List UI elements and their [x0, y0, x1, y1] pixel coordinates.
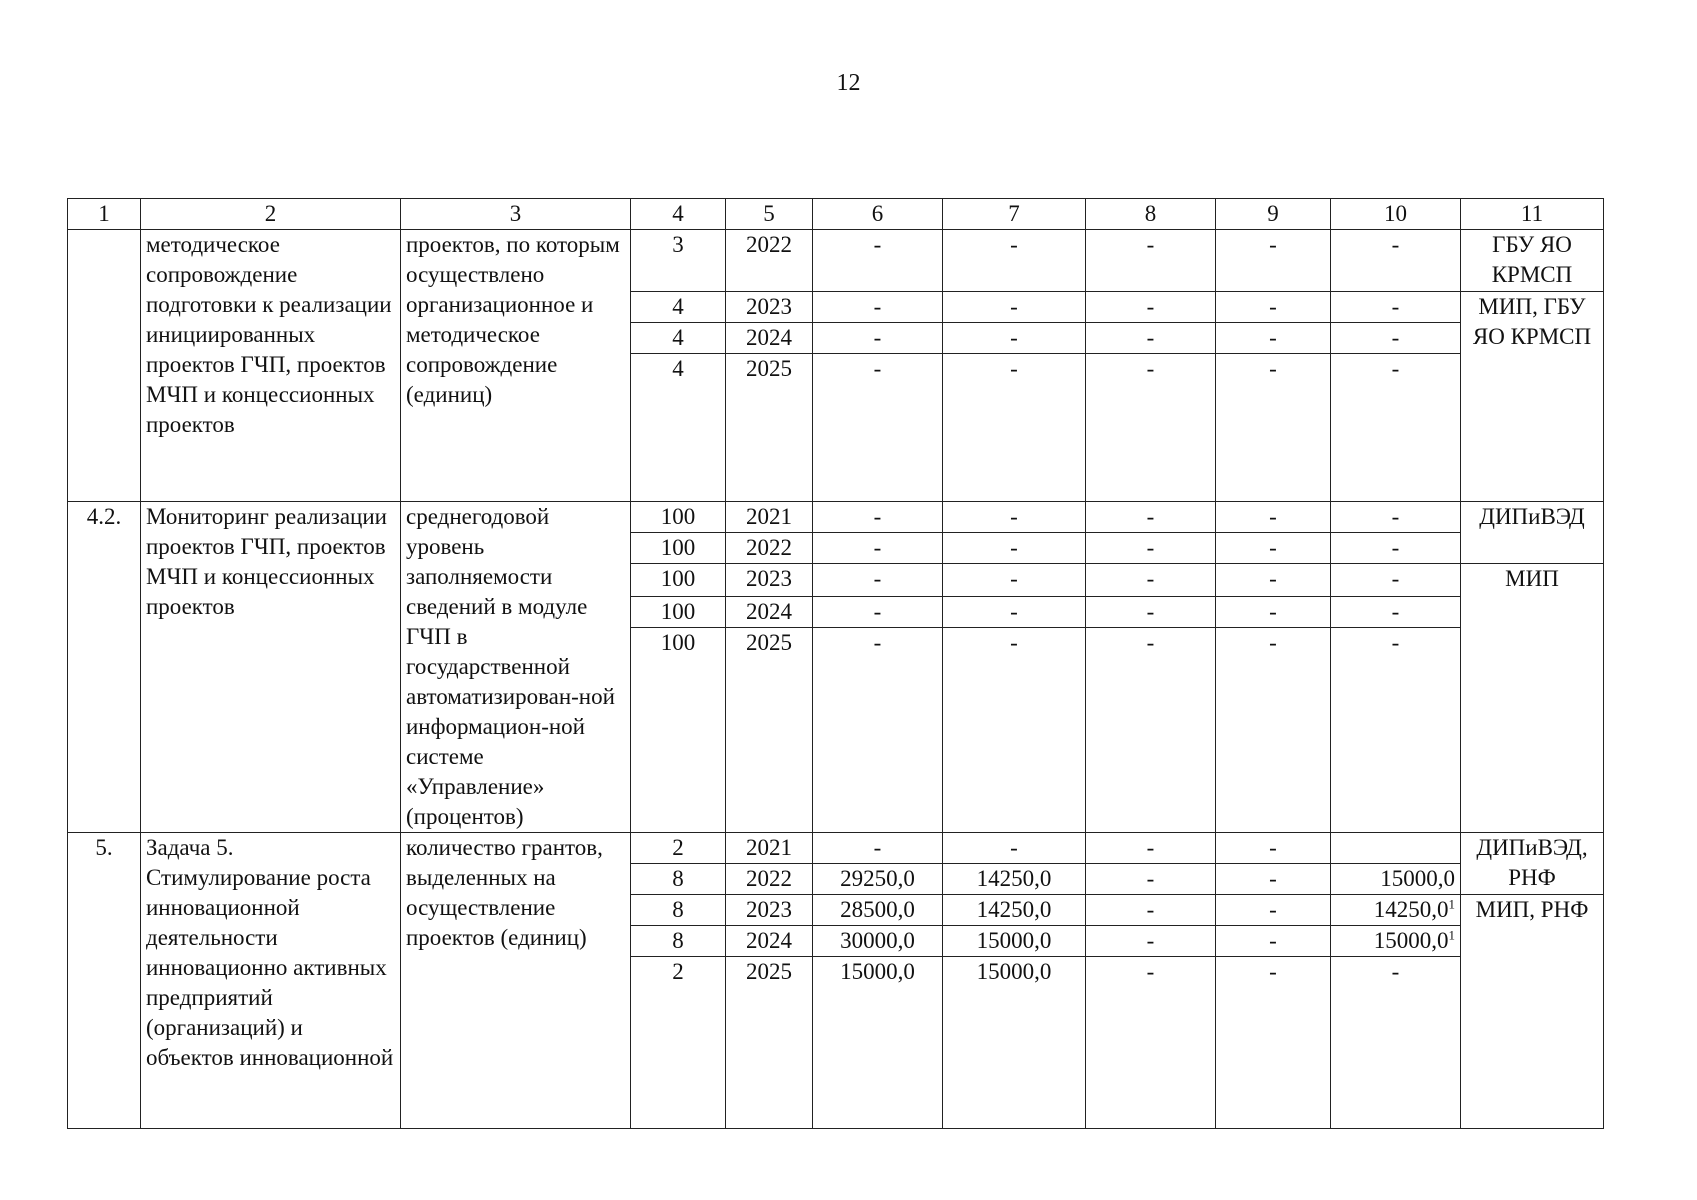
- measure-name: Задача 5. Стимулирование роста инновационной деятельности инновационно активных предприятий (организаций) и объектов инновационной: [141, 833, 401, 1129]
- indicator-value: 2: [631, 833, 726, 864]
- finance-total: -: [813, 564, 943, 597]
- header-cell: 4: [631, 199, 726, 230]
- indicator-value: 3: [631, 230, 726, 292]
- executor: МИП, ГБУ ЯО КРМСП: [1461, 292, 1604, 502]
- finance-federal: -: [1216, 564, 1331, 597]
- finance-regional: -: [943, 533, 1086, 564]
- table-row: [68, 230, 1604, 292]
- finance-other: [1331, 864, 1461, 895]
- finance-other-value: 15000,0: [1373, 928, 1449, 953]
- finance-federal: -: [1216, 292, 1331, 323]
- finance-municipal: -: [1086, 354, 1216, 502]
- finance-regional: -: [943, 323, 1086, 354]
- finance-federal: -: [1216, 502, 1331, 533]
- finance-federal: -: [1216, 926, 1331, 957]
- finance-federal: -: [1216, 628, 1331, 833]
- header-cell: 11: [1461, 199, 1604, 230]
- finance-total: -: [813, 323, 943, 354]
- finance-other: -: [1331, 597, 1461, 628]
- measure-name: методическое сопровождение подготовки к реализации инициированных проектов ГЧП, проектов МЧП и концессионных проектов: [141, 230, 401, 502]
- finance-other: [1331, 833, 1461, 864]
- indicator-value: 4: [631, 292, 726, 323]
- finance-federal: -: [1216, 323, 1331, 354]
- finance-other: [1331, 895, 1461, 926]
- finance-total: -: [813, 833, 943, 864]
- finance-regional: -: [943, 354, 1086, 502]
- finance-municipal: -: [1086, 833, 1216, 864]
- executor: ГБУ ЯО КРМСП: [1461, 230, 1604, 292]
- finance-total: 29250,0: [813, 864, 943, 895]
- finance-total: -: [813, 354, 943, 502]
- finance-federal: -: [1216, 895, 1331, 926]
- indicator-name: количество грантов, выделенных на осуществление проектов (единиц): [401, 833, 631, 1129]
- indicator-value: 2: [631, 957, 726, 1129]
- finance-regional: -: [943, 833, 1086, 864]
- finance-other: -: [1331, 564, 1461, 597]
- year-cell: 2024: [726, 926, 813, 957]
- item-number: [68, 230, 141, 502]
- finance-municipal: -: [1086, 502, 1216, 533]
- finance-federal: -: [1216, 230, 1331, 292]
- indicator-value: 100: [631, 628, 726, 833]
- finance-municipal: -: [1086, 957, 1216, 1129]
- year-cell: 2022: [726, 230, 813, 292]
- item-number: 5.: [68, 833, 141, 1129]
- finance-municipal: -: [1086, 864, 1216, 895]
- finance-regional: -: [943, 564, 1086, 597]
- finance-federal: -: [1216, 597, 1331, 628]
- finance-regional: -: [943, 502, 1086, 533]
- finance-other: -: [1331, 230, 1461, 292]
- executor: ДИПиВЭД: [1461, 502, 1604, 564]
- indicator-value: 8: [631, 864, 726, 895]
- finance-municipal: -: [1086, 323, 1216, 354]
- finance-other-value: 15000,0: [1380, 866, 1455, 891]
- finance-municipal: -: [1086, 533, 1216, 564]
- finance-other: -: [1331, 292, 1461, 323]
- indicator-value: 100: [631, 502, 726, 533]
- year-cell: 2024: [726, 597, 813, 628]
- header-cell: 9: [1216, 199, 1331, 230]
- finance-total: -: [813, 628, 943, 833]
- finance-regional: -: [943, 292, 1086, 323]
- year-cell: 2025: [726, 628, 813, 833]
- year-cell: 2021: [726, 833, 813, 864]
- indicator-value: 4: [631, 354, 726, 502]
- finance-regional: 15000,0: [943, 957, 1086, 1129]
- indicator-value: 100: [631, 533, 726, 564]
- header-cell: 10: [1331, 199, 1461, 230]
- finance-municipal: -: [1086, 564, 1216, 597]
- finance-federal: -: [1216, 354, 1331, 502]
- item-number: 4.2.: [68, 502, 141, 833]
- year-cell: 2024: [726, 323, 813, 354]
- table-row: [68, 502, 1604, 533]
- finance-other: -: [1331, 533, 1461, 564]
- finance-federal: -: [1216, 533, 1331, 564]
- finance-total: -: [813, 533, 943, 564]
- executor: МИП, РНФ: [1461, 895, 1604, 1129]
- column-number-row: [68, 199, 1604, 230]
- finance-total: -: [813, 597, 943, 628]
- footnote-marker: 1: [1448, 927, 1455, 943]
- executor: ДИПиВЭД, РНФ: [1461, 833, 1604, 895]
- year-cell: 2023: [726, 895, 813, 926]
- indicator-name: проектов, по которым осуществлено организационное и методическое сопровождение (единиц): [401, 230, 631, 502]
- finance-municipal: -: [1086, 597, 1216, 628]
- finance-regional: -: [943, 628, 1086, 833]
- finance-municipal: -: [1086, 926, 1216, 957]
- finance-total: 28500,0: [813, 895, 943, 926]
- indicator-value: 4: [631, 323, 726, 354]
- finance-regional: 14250,0: [943, 864, 1086, 895]
- finance-regional: -: [943, 230, 1086, 292]
- finance-other: -: [1331, 502, 1461, 533]
- indicator-value: 100: [631, 564, 726, 597]
- header-cell: 3: [401, 199, 631, 230]
- finance-municipal: -: [1086, 895, 1216, 926]
- indicator-value: 8: [631, 895, 726, 926]
- finance-municipal: -: [1086, 628, 1216, 833]
- finance-total: -: [813, 230, 943, 292]
- measure-name: Мониторинг реализации проектов ГЧП, проектов МЧП и концессионных проектов: [141, 502, 401, 833]
- finance-other: -: [1331, 628, 1461, 833]
- finance-other: [1331, 926, 1461, 957]
- year-cell: 2023: [726, 292, 813, 323]
- finance-other: -: [1331, 323, 1461, 354]
- finance-federal: -: [1216, 833, 1331, 864]
- finance-regional: -: [943, 597, 1086, 628]
- indicator-value: 8: [631, 926, 726, 957]
- header-cell: 6: [813, 199, 943, 230]
- header-cell: 1: [68, 199, 141, 230]
- indicator-name: среднегодовой уровень заполняемости сведений в модуле ГЧП в государственной автоматизирован-ной информацион-ной системе «Управление» (процентов): [401, 502, 631, 833]
- finance-other: -: [1331, 354, 1461, 502]
- finance-total: 30000,0: [813, 926, 943, 957]
- finance-total: -: [813, 502, 943, 533]
- finance-federal: -: [1216, 864, 1331, 895]
- finance-federal: -: [1216, 957, 1331, 1129]
- finance-regional: 15000,0: [943, 926, 1086, 957]
- measures-table: [67, 198, 1604, 1129]
- finance-total: -: [813, 292, 943, 323]
- table-row: [68, 833, 1604, 864]
- page-number: 12: [836, 70, 861, 96]
- year-cell: 2025: [726, 354, 813, 502]
- year-cell: 2022: [726, 864, 813, 895]
- finance-other: -: [1331, 957, 1461, 1129]
- header-cell: 8: [1086, 199, 1216, 230]
- year-cell: 2023: [726, 564, 813, 597]
- finance-municipal: -: [1086, 292, 1216, 323]
- header-cell: 5: [726, 199, 813, 230]
- finance-total: 15000,0: [813, 957, 943, 1129]
- finance-municipal: -: [1086, 230, 1216, 292]
- year-cell: 2021: [726, 502, 813, 533]
- year-cell: 2022: [726, 533, 813, 564]
- header-cell: 7: [943, 199, 1086, 230]
- year-cell: 2025: [726, 957, 813, 1129]
- executor: МИП: [1461, 564, 1604, 833]
- footnote-marker: 1: [1448, 896, 1455, 912]
- indicator-value: 100: [631, 597, 726, 628]
- finance-regional: 14250,0: [943, 895, 1086, 926]
- header-cell: 2: [141, 199, 401, 230]
- finance-other-value: 14250,0: [1373, 897, 1449, 922]
